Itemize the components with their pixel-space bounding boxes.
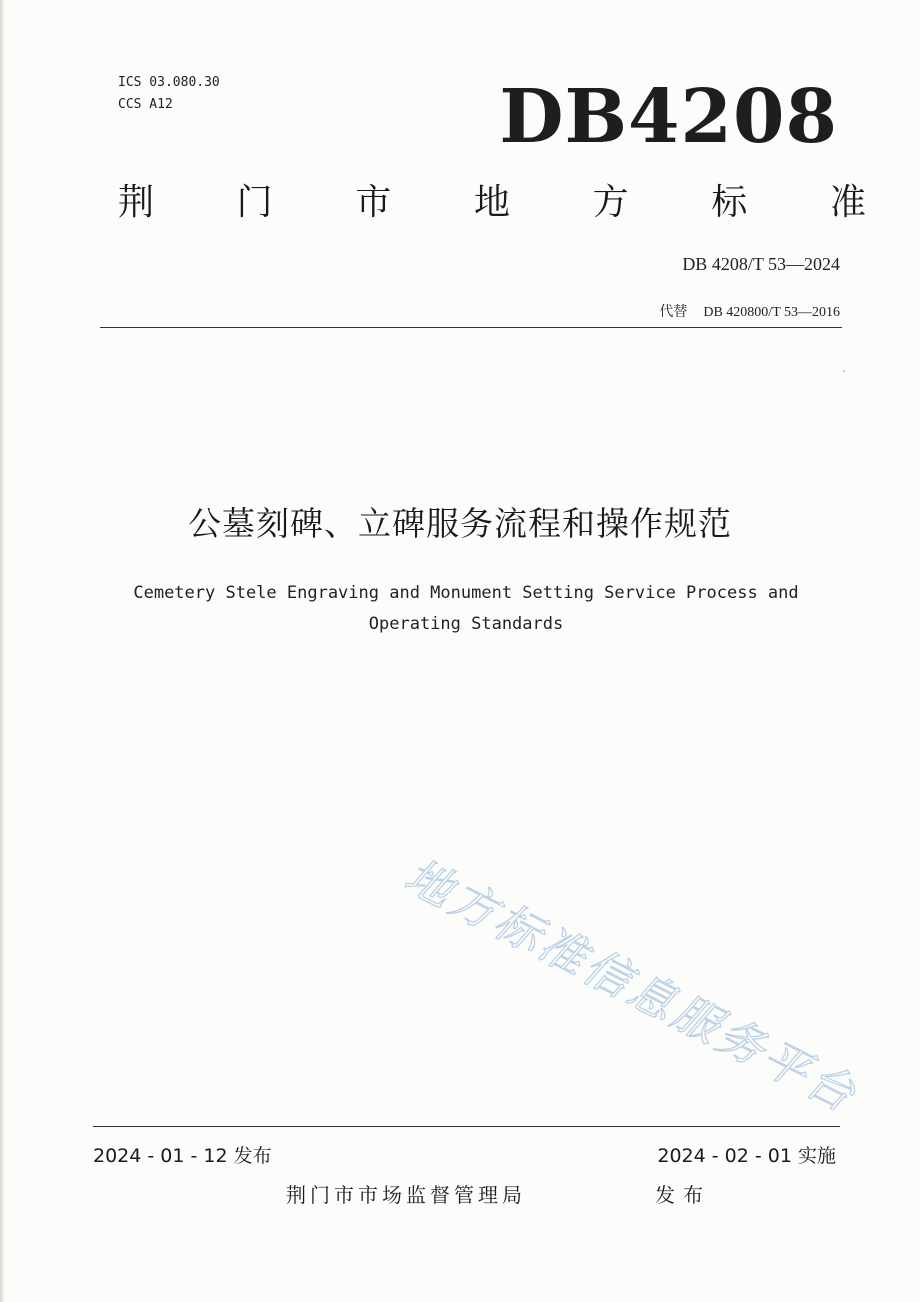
watermark: 地方标准信息服务平台 xyxy=(396,848,867,1124)
ics-code: ICS 03.080.30 xyxy=(118,75,220,90)
standard-kind-char: 方 xyxy=(592,182,629,223)
standard-kind-char: 准 xyxy=(829,182,866,223)
standard-kind-char: 标 xyxy=(711,182,748,223)
scan-speck xyxy=(843,370,845,372)
standard-kind-char: 门 xyxy=(236,182,273,223)
header-divider xyxy=(100,327,842,328)
page-edge xyxy=(0,0,4,1302)
title-english xyxy=(100,578,832,640)
document-number: DB 4208/T 53—2024 xyxy=(682,254,840,274)
standard-code: DB4208 xyxy=(499,74,838,160)
standard-kind-char: 地 xyxy=(473,182,510,223)
replaces-line xyxy=(659,303,840,323)
title-english-line: Operating Standards xyxy=(368,614,564,634)
classification-codes xyxy=(118,72,220,116)
issuer: 荆门市市场监督管理局 xyxy=(286,1183,526,1207)
title-english-line: Cemetery Stele Engraving and Monument Setting Service Process and xyxy=(133,583,799,603)
standard-kind xyxy=(118,178,866,228)
issue-date: 2024 - 01 - 12 发布 xyxy=(93,1145,272,1167)
standard-kind-char: 市 xyxy=(355,182,392,223)
footer-divider xyxy=(93,1126,840,1127)
replaces-number: DB 420800/T 53—2016 xyxy=(703,305,840,320)
standard-kind-char: 荆 xyxy=(118,182,155,223)
implementation-date: 2024 - 02 - 01 实施 xyxy=(657,1145,836,1167)
issuer-verb: 发布 xyxy=(655,1183,711,1207)
replaces-label: 代替 xyxy=(659,305,688,320)
title-chinese: 公墓刻碑、立碑服务流程和操作规范 xyxy=(188,504,732,543)
ccs-code: CCS A12 xyxy=(118,97,173,112)
